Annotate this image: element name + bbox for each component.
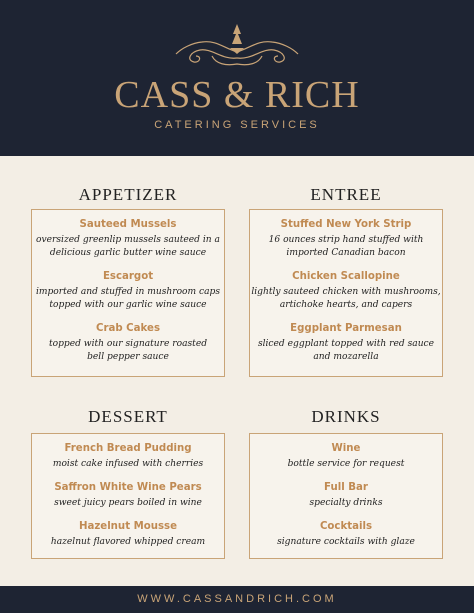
menu-item-description: hazelnut flavored whipped cream (50, 537, 206, 547)
drinks-box (249, 433, 443, 559)
menu-item (32, 481, 224, 510)
menu-item (250, 218, 442, 260)
menu-item-description: sweet juicy pears boiled in wine (54, 498, 202, 508)
menu-item (32, 520, 224, 549)
menu-item-description: sliced eggplant topped with red sauce and mozarella (257, 339, 435, 362)
menu-item-description: 16 ounces strip hand stuffed with imported Canadian bacon (268, 235, 424, 258)
menu-item-name: Escargot (102, 271, 154, 282)
menu-item-description: imported and stuffed in mushroom caps topped with our garlic wine sauce (35, 287, 221, 310)
menu-item-name: Eggplant Parmesan (290, 323, 402, 334)
menu-item (32, 218, 224, 260)
menu-item (32, 270, 224, 312)
brand-tagline: CATERING SERVICES (154, 119, 320, 131)
drinks-title: DRINKS (311, 407, 381, 426)
appetizer-box (31, 209, 225, 377)
menu-item-description: topped with our signature roasted bell pepper sauce (48, 339, 208, 362)
menu-item-name: Chicken Scallopine (292, 271, 400, 282)
menu-item (250, 270, 442, 312)
website-url: WWW.CASSANDRICH.COM (137, 593, 337, 605)
menu-item-name: French Bread Pudding (64, 443, 192, 454)
menu-item-name: Full Bar (324, 482, 368, 493)
menu-item-name: Crab Cakes (95, 323, 161, 334)
scroll-ornament-icon (172, 18, 302, 70)
menu-item-description: specialty drinks (309, 498, 383, 508)
menu-item (32, 442, 224, 471)
menu-item (32, 322, 224, 364)
dessert-box (31, 433, 225, 559)
menu-item-description: moist cake infused with cherries (52, 459, 204, 469)
appetizer-title: APPETIZER (78, 185, 178, 204)
dessert-title: DESSERT (88, 407, 168, 426)
brand-name: CASS & RICH (114, 74, 360, 116)
menu-item-name: Saffron White Wine Pears (54, 482, 202, 493)
entree-title: ENTREE (310, 185, 382, 204)
menu-item-description: signature cocktails with glaze (277, 537, 415, 547)
entree-box (249, 209, 443, 377)
footer-band (0, 586, 474, 613)
menu-item (250, 481, 442, 510)
menu-item-description: oversized greenlip mussels sauteed in a delicious garlic butter wine sauce (36, 235, 220, 258)
menu-item-name: Sauteed Mussels (79, 219, 177, 230)
menu-item-name: Wine (331, 443, 361, 454)
menu-item (250, 442, 442, 471)
menu-item-name: Stuffed New York Strip (280, 219, 412, 230)
menu-item (250, 322, 442, 364)
menu-item (250, 520, 442, 549)
menu-item-name: Cocktails (319, 521, 373, 532)
menu-item-description: lightly sauteed chicken with mushrooms, artichoke hearts, and capers (251, 287, 441, 310)
header-band (0, 0, 474, 156)
menu-item-name: Hazelnut Mousse (78, 521, 178, 532)
menu-item-description: bottle service for request (287, 459, 405, 469)
